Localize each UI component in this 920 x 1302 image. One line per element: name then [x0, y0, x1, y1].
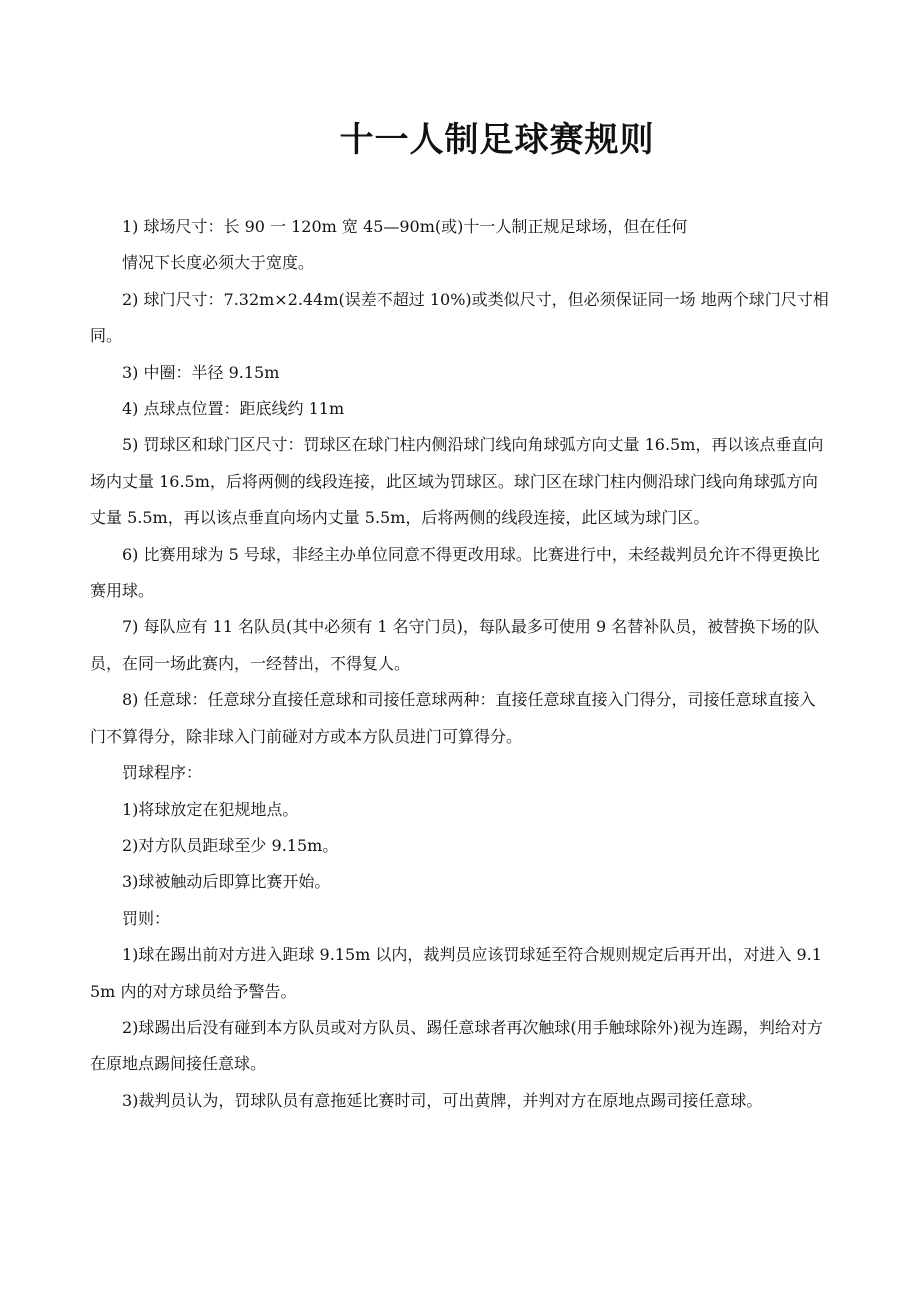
paragraph-penalty-area: 5) 罚球区和球门区尺寸：罚球区在球门柱内侧沿球门线向角球弧方向丈量 16.5m，再以该点垂直向场内丈量 16.5m，后将两侧的线段连接，此区域为罚球区。球门区在球门柱内侧沿球门线向角球弧方向丈量 5.5m，再以该点垂直向场内丈量 5.5m，后将两侧的线段连接，此区域为球门区。: [90, 435, 824, 528]
paragraph-match-ball: 6) 比赛用球为 5 号球，非经主办单位同意不得更改用球。比赛进行中，未经裁判员允许不得更换比赛用球。: [90, 544, 820, 601]
penalty-item-2: 2)球踢出后没有碰到本方队员或对方队员、踢任意球者再次触球(用手触球除外)视为连踢，判给对方在原地点踢间接任意球。: [90, 1017, 823, 1074]
paragraph-free-kick: 8) 任意球：任意球分直接任意球和司接任意球两种：直接任意球直接入门得分，司接任意球直接入门不算得分，除非球入门前碰对方或本方队员进门可算得分。: [90, 690, 816, 746]
penalty-item-1: 1)球在踢出前对方进入距球 9.15m 以内，裁判员应该罚球延至符合规则规定后再开出，对进入 9.15m 内的对方球员给予警告。: [90, 945, 822, 1001]
heading-kick-procedure: 罚球程序：: [122, 763, 203, 783]
paragraph-center-circle: 3) 中圈：半径 9.15m: [122, 362, 280, 382]
procedure-item-3: 3)球被触动后即算比赛开始。: [122, 872, 331, 892]
paragraph-penalty-spot: 4) 点球点位置：距底线约 11m: [122, 399, 345, 419]
procedure-item-2: 2)对方队员距球至少 9.15m。: [122, 835, 339, 855]
paragraph-players: 7) 每队应有 11 名队员(其中必须有 1 名守门员)，每队最多可使用 9 名替补队员，被替换下场的队员，在同一场此赛内，一经替出，不得复人。: [90, 617, 820, 673]
penalty-item-3: 3)裁判员认为，罚球队员有意拖延比赛时司，可出黄牌，并判对方在原地点踢司接任意球。: [122, 1090, 763, 1110]
paragraph-goal-size: 2) 球门尺寸：7.32m×2.44m(误差不超过 10%)或类似尺寸，但必须保证同一场 地两个球门尺寸相同。: [90, 289, 829, 346]
heading-penalties: 罚则：: [122, 908, 171, 928]
paragraph-field-size: 1) 球场尺寸：长 90 一 120m 宽 45—90m(或)十一人制正规足球场，但在任何: [122, 217, 688, 236]
page-title: 十一人制足球赛规则: [339, 120, 655, 160]
document-body: [90, 209, 830, 1119]
paragraph-field-size-cont: 情况下长度必须大于宽度。: [122, 253, 315, 273]
procedure-item-1: 1)将球放定在犯规地点。: [122, 799, 299, 819]
